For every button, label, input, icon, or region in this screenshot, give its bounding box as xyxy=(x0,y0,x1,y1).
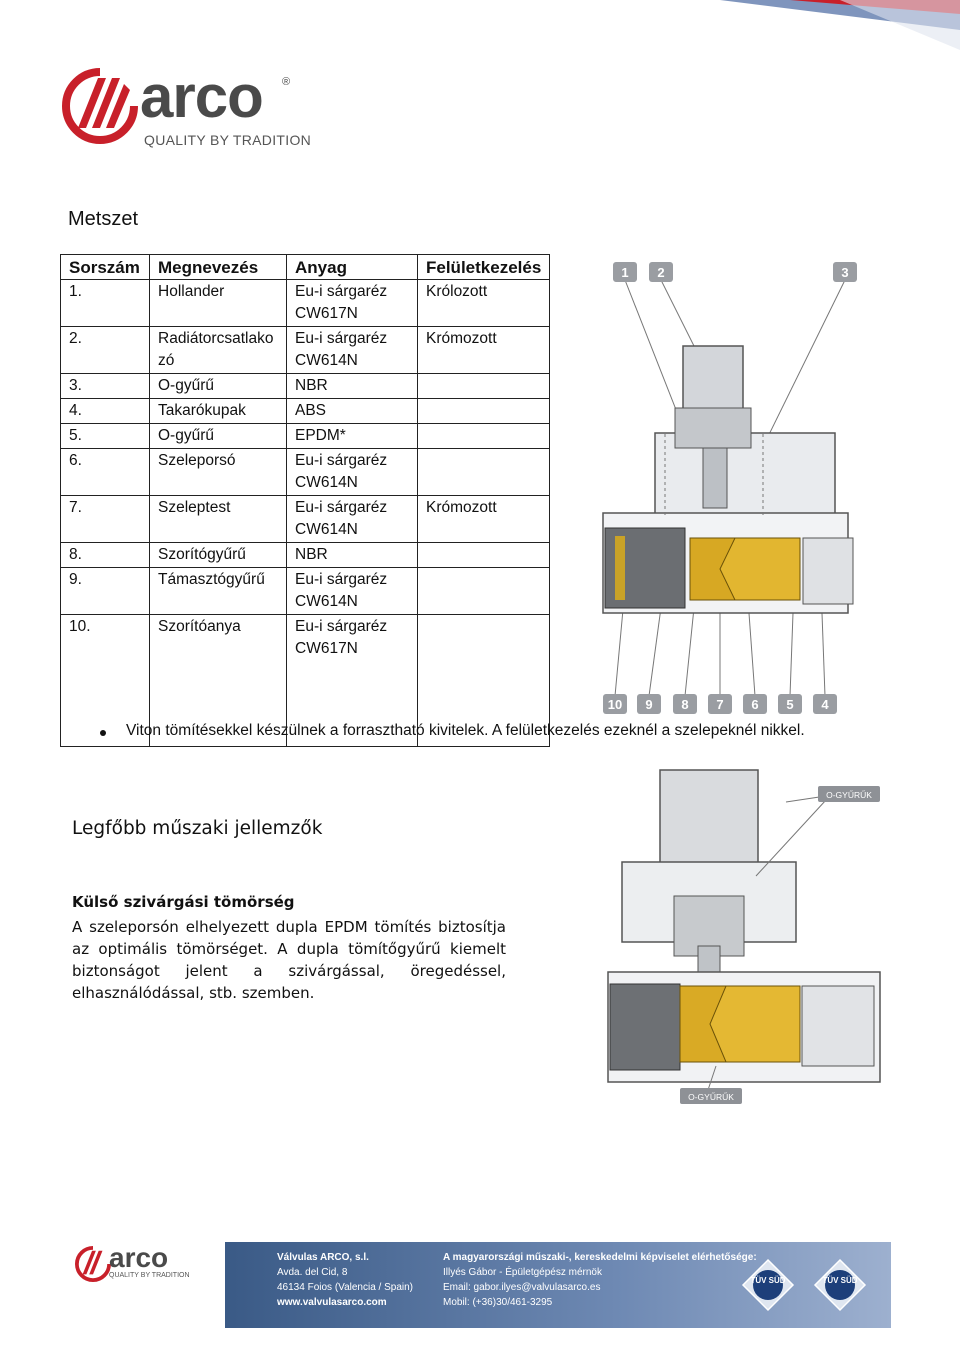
table-row xyxy=(61,424,550,449)
callout-6 xyxy=(743,694,767,714)
cell-finish xyxy=(418,374,550,399)
cell-number: 8. xyxy=(61,543,150,568)
footer-company xyxy=(277,1250,413,1310)
cell-number: 7. xyxy=(61,496,150,543)
cell-name: Szeleporsó xyxy=(150,449,287,496)
callout-10 xyxy=(603,694,627,714)
rep-email[interactable]: Email: gabor.ilyes@valvulasarco.es xyxy=(443,1282,601,1293)
cell-finish: Krómozott xyxy=(418,327,550,374)
cell-name: O-gyűrű xyxy=(150,374,287,399)
cell-material: NBR xyxy=(287,374,418,399)
table-row xyxy=(61,327,550,374)
cell-material: Eu-i sárgaréz CW614N xyxy=(287,496,418,543)
cell-material: Eu-i sárgaréz CW614N xyxy=(287,449,418,496)
cell-number: 2. xyxy=(61,327,150,374)
rep-name: Illyés Gábor - Épületgépész mérnök xyxy=(443,1267,602,1278)
cell-name: Szeleptest xyxy=(150,496,287,543)
features-heading: Legfőbb műszaki jellemzők xyxy=(72,818,323,839)
callout-7 xyxy=(708,694,732,714)
tuv-certificate-icon xyxy=(741,1258,795,1312)
cell-name: Támasztógyűrű xyxy=(150,568,287,615)
svg-text:9: 9 xyxy=(645,697,653,712)
company-address-1: Avda. del Cid, 8 xyxy=(277,1267,348,1278)
cell-number: 9. xyxy=(61,568,150,615)
valve-section-diagram xyxy=(595,258,865,720)
svg-text:4: 4 xyxy=(821,697,829,712)
cell-name: Szorítógyűrű xyxy=(150,543,287,568)
cell-finish xyxy=(418,543,550,568)
features-paragraph: A szeleporsón elhelyezett dupla EPDM tömítés biztosítja az optimális tömörséget. A dupla tömítőgyűrű kiemelt biztonságot jelent a szivárgással, öregedéssel, elhasználódással, stb. szemben. xyxy=(72,918,506,1002)
svg-text:O-GYŰRŰK: O-GYŰRŰK xyxy=(688,1092,734,1102)
cell-number: 3. xyxy=(61,374,150,399)
footer-band xyxy=(225,1242,891,1328)
table-row xyxy=(61,280,550,327)
cell-name: O-gyűrű xyxy=(150,424,287,449)
header-stripes xyxy=(540,0,960,60)
col-header-number: Sorszám xyxy=(61,255,150,280)
cell-number: 10. xyxy=(61,615,150,747)
bullet-dot-icon xyxy=(100,730,106,736)
svg-text:TÜV SÜD: TÜV SÜD xyxy=(750,1276,786,1285)
callout-2 xyxy=(649,262,673,282)
footer-representative xyxy=(443,1250,757,1310)
table-row xyxy=(61,374,550,399)
cell-finish xyxy=(418,449,550,496)
cell-number: 4. xyxy=(61,399,150,424)
note-text: Viton tömítésekkel készülnek a forrasztható kivitelek. A felületkezelés ezeknél a szelepeknél nikkel. xyxy=(126,722,805,739)
cell-finish: Królozott xyxy=(418,280,550,327)
col-header-finish: Felületkezelés xyxy=(418,255,550,280)
table-row xyxy=(61,399,550,424)
arco-logo-mark xyxy=(62,68,138,144)
rep-title: A magyarországi műszaki-, kereskedelmi képviselet elérhetősége: xyxy=(443,1252,757,1263)
cell-name: Radiátorcsatlakozó xyxy=(150,327,287,374)
cell-material: Eu-i sárgaréz CW614N xyxy=(287,327,418,374)
section-title: Metszet xyxy=(68,208,139,230)
callout-3 xyxy=(833,262,857,282)
svg-text:6: 6 xyxy=(751,697,759,712)
svg-text:5: 5 xyxy=(786,697,794,712)
table-row xyxy=(61,543,550,568)
svg-text:TÜV SÜD: TÜV SÜD xyxy=(822,1276,858,1285)
cell-name: Takarókupak xyxy=(150,399,287,424)
tuv-certificate-icon xyxy=(813,1258,867,1312)
parts-table xyxy=(60,254,550,747)
cell-material: NBR xyxy=(287,543,418,568)
cell-material: Eu-i sárgaréz CW617N xyxy=(287,280,418,327)
callout-1 xyxy=(613,262,637,282)
table-header-row xyxy=(61,255,550,280)
col-header-material: Anyag xyxy=(287,255,418,280)
cell-material: EPDM* xyxy=(287,424,418,449)
footer-logo-tag: QUALITY BY TRADITION xyxy=(109,1272,190,1279)
cell-finish xyxy=(418,424,550,449)
cell-number: 1. xyxy=(61,280,150,327)
company-address-2: 46134 Foios (Valencia / Spain) xyxy=(277,1282,414,1293)
table-row xyxy=(61,496,550,543)
svg-text:3: 3 xyxy=(841,265,849,280)
callout-9 xyxy=(637,694,661,714)
svg-text:1: 1 xyxy=(621,265,629,280)
oring-label-bottom xyxy=(680,1088,742,1104)
footer-logo-mark xyxy=(75,1246,111,1282)
svg-text:2: 2 xyxy=(657,265,665,280)
oring-label-top xyxy=(818,786,880,802)
company-web-link[interactable]: www.valvulasarco.com xyxy=(277,1297,387,1308)
callout-4 xyxy=(813,694,837,714)
svg-text:10: 10 xyxy=(607,697,623,712)
cell-finish xyxy=(418,568,550,615)
footer-logo xyxy=(65,1240,225,1328)
cell-material: Eu-i sárgaréz CW614N xyxy=(287,568,418,615)
cell-name: Hollander xyxy=(150,280,287,327)
cell-number: 6. xyxy=(61,449,150,496)
cell-number: 5. xyxy=(61,424,150,449)
callout-5 xyxy=(778,694,802,714)
logo-registered: ® xyxy=(282,76,291,88)
cell-name: Szorítóanya xyxy=(150,615,287,747)
page-footer xyxy=(65,1240,891,1328)
logo-wordmark: arco xyxy=(140,63,263,130)
svg-text:7: 7 xyxy=(716,697,724,712)
rep-mobile: Mobil: (+36)30/461-3295 xyxy=(443,1297,553,1308)
logo-tagline: QUALITY BY TRADITION xyxy=(144,132,312,148)
cell-finish xyxy=(418,399,550,424)
cell-material: ABS xyxy=(287,399,418,424)
svg-text:O-GYŰRŰK: O-GYŰRŰK xyxy=(826,790,872,800)
table-row xyxy=(61,449,550,496)
arco-logo xyxy=(62,63,322,158)
table-row xyxy=(61,568,550,615)
callout-8 xyxy=(673,694,697,714)
cell-finish: Krómozott xyxy=(418,496,550,543)
footer-logo-word: arco xyxy=(109,1242,169,1273)
cell-material: Eu-i sárgaréz CW617N xyxy=(287,615,418,747)
valve-oring-diagram xyxy=(606,766,886,1110)
features-subheading: Külső szivárgási tömörség xyxy=(72,893,295,911)
company-name: Válvulas ARCO, s.l. xyxy=(277,1252,369,1263)
col-header-name: Megnevezés xyxy=(150,255,287,280)
svg-text:8: 8 xyxy=(681,697,689,712)
